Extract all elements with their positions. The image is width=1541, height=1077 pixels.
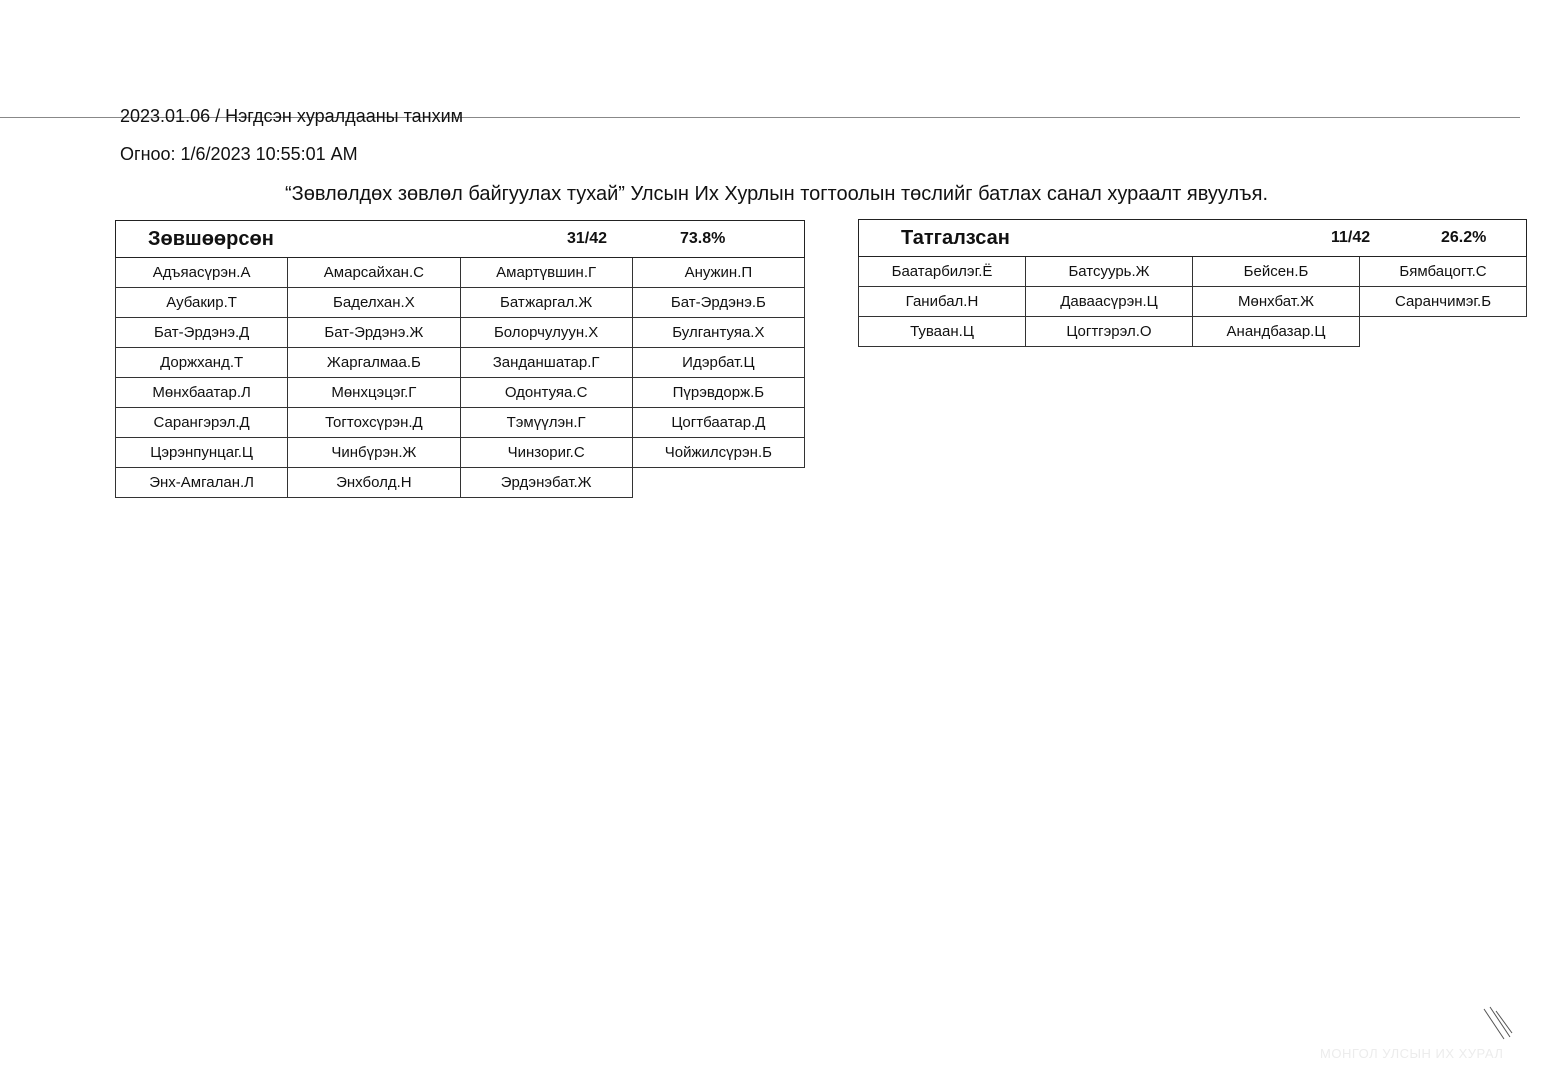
approved-name-cell: Одонтуяа.С [461, 378, 633, 408]
approved-name-cell: Идэрбат.Ц [633, 348, 805, 378]
rejected-name-cell: Баатарбилэг.Ё [859, 257, 1026, 287]
approved-name-cell: Чойжилсүрэн.Б [633, 438, 805, 468]
approved-name-cell: Жаргалмаа.Б [288, 348, 460, 378]
corner-mark-icon [1478, 1005, 1518, 1045]
approved-name-cell: Занданшатар.Г [461, 348, 633, 378]
approved-name-cell: Амартүвшин.Г [461, 258, 633, 288]
rejected-header [858, 219, 1527, 257]
approved-name-cell: Мөнхцэцэг.Г [288, 378, 460, 408]
vote-subject: “Зөвлөлдөх зөвлөл байгуулах тухай” Улсын Их Хурлын тогтоолын төслийг батлах санал хураалт явуулъя. [285, 183, 1269, 205]
approved-title: Зөвшөөрсөн [148, 227, 274, 250]
approved-name-cell: Мөнхбаатар.Л [116, 378, 288, 408]
rejected-name-cell: Цогтгэрэл.О [1026, 317, 1193, 347]
approved-name-cell: Сарангэрэл.Д [116, 408, 288, 438]
approved-name-grid [115, 258, 805, 498]
rejected-name-cell: Мөнхбат.Ж [1193, 287, 1360, 317]
rejected-percent: 26.2% [1441, 229, 1487, 246]
rejected-name-cell: Туваан.Ц [859, 317, 1026, 347]
approved-name-cell: Баделхан.Х [288, 288, 460, 318]
rejected-title: Татгалзсан [901, 226, 1010, 249]
approved-name-cell: Энхболд.Н [288, 468, 460, 498]
rejected-name-cell: Даваасүрэн.Ц [1026, 287, 1193, 317]
rejected-block [858, 219, 1527, 347]
approved-name-cell: Амарсайхан.С [288, 258, 460, 288]
vote-timestamp: Огноо: 1/6/2023 10:55:01 AM [120, 144, 358, 164]
approved-count: 31/42 [567, 230, 608, 247]
rejected-name-cell: Батсуурь.Ж [1026, 257, 1193, 287]
approved-name-cell: Тэмүүлэн.Г [461, 408, 633, 438]
rejected-name-cell: Анандбазар.Ц [1193, 317, 1360, 347]
approved-name-cell: Доржханд.Т [116, 348, 288, 378]
approved-name-cell: Чинбүрэн.Ж [288, 438, 460, 468]
footer-watermark: МОНГОЛ УЛСЫН ИХ ХУРАЛ [1320, 1046, 1504, 1061]
approved-name-cell: Тогтохсүрэн.Д [288, 408, 460, 438]
approved-percent: 73.8% [680, 230, 726, 247]
approved-name-cell: Булгантуяа.Х [633, 318, 805, 348]
approved-name-cell: Бат-Эрдэнэ.Ж [288, 318, 460, 348]
rejected-name-cell: Бейсен.Б [1193, 257, 1360, 287]
approved-name-cell: Эрдэнэбат.Ж [461, 468, 633, 498]
approved-name-cell: Бат-Эрдэнэ.Б [633, 288, 805, 318]
approved-name-cell: Цэрэнпунцаг.Ц [116, 438, 288, 468]
approved-block [115, 220, 805, 498]
approved-name-cell: Болорчулуун.Х [461, 318, 633, 348]
rejected-name-cell: Ганибал.Н [859, 287, 1026, 317]
approved-name-cell: Батжаргал.Ж [461, 288, 633, 318]
approved-name-cell: Цогтбаатар.Д [633, 408, 805, 438]
approved-name-cell: Энх-Амгалан.Л [116, 468, 288, 498]
approved-name-cell: Анужин.П [633, 258, 805, 288]
session-line: 2023.01.06 / Нэгдсэн хуралдааны танхим [120, 106, 464, 126]
approved-name-cell: Аубакир.Т [116, 288, 288, 318]
rejected-name-grid [858, 257, 1527, 347]
approved-name-cell: Адъяасүрэн.А [116, 258, 288, 288]
approved-name-cell: Пүрэвдорж.Б [633, 378, 805, 408]
approved-name-cell: Чинзориг.С [461, 438, 633, 468]
rejected-count: 11/42 [1331, 229, 1371, 246]
approved-header [115, 220, 805, 258]
rejected-name-cell: Саранчимэг.Б [1360, 287, 1527, 317]
rejected-name-cell: Бямбацогт.С [1360, 257, 1527, 287]
approved-name-cell: Бат-Эрдэнэ.Д [116, 318, 288, 348]
